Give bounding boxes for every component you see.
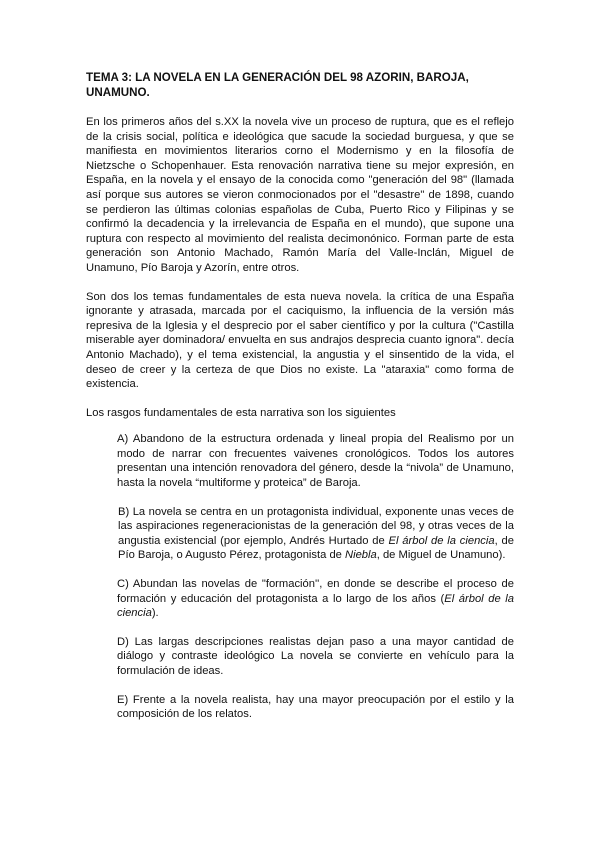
book-title: El árbol de la ciencia	[388, 534, 495, 547]
page-title: TEMA 3: LA NOVELA EN LA GENERACIÓN DEL 98 AZORIN, BAROJA, UNAMUNO.	[86, 71, 469, 99]
feature-item-c: C) Abundan las novelas de "formación'', en donde se describe el proceso de formación y educación del protagonista a lo largo de los años (El árbol de la ciencia).	[117, 578, 514, 620]
book-title: El árbol de la ciencia	[117, 592, 514, 620]
intro-paragraph: En los primeros años del s.XX la novela vive un proceso de ruptura, que es el reflejo de la crisis social, política e ideológica que sacude la sociedad burguesa, y que se manifiesta en movimientos literarios corno el Modernismo y en la filosofía de Nietzsche o Schopenhauer. Esta renovación narrativa tiene su mejor expresión, en España, en la novela y el ensayo de la conocida como "generación del 98" (llamada así porque sus autores se vieron conmocionados por el "desastre" de 1898, cuando se perdieron las últimas colonias españolas de Cuba, Puerto Rico y Filipinas y se confirmó la decadencia y la irrelevancia de España en el mundo), que supone una ruptura con respecto al movimiento del realista decimonónico. Forman parte de esta generación son Antonio Machado, Ramón María del Valle-Inclán, Miguel de Unamuno, Pío Baroja y Azorín, entre otros.	[86, 116, 514, 274]
features-intro: Los rasgos fundamentales de esta narrativa son los siguientes	[86, 406, 396, 419]
feature-item-e: E) Frente a la novela realista, hay una mayor preocupación por el estilo y la composición de los relatos.	[117, 693, 514, 721]
feature-item-d: D) Las largas descripciones realistas dejan paso a una mayor cantidad de diálogo y contraste ideológico La novela se convierte en vehículo para la formulación de ideas.	[117, 635, 514, 677]
feature-item-b: B) La novela se centra en un protagonista individual, exponente unas veces de las aspiraciones regeneracionistas de la generación del 98, y otras veces de la angustia existencial (por ejemplo, Andrés Hurtado de El árbol de la ciencia, de Pío Baroja, o Augusto Pérez, protagonista de Niebla, de Miguel de Unamuno).	[118, 505, 514, 562]
themes-paragraph: Son dos los temas fundamentales de esta nueva novela. la crítica de una España ignorante y atrasada, marcada por el caciquismo, la influencia de la versión más represiva de la Iglesia y el desprecio por el saber científico y por la cultura ("Castilla miserable ayer dominadora/ envuelta en sus andrajos desprecia cuanto ignora". decía Antonio Machado), y el tema existencial, la angustia y el sinsentido de la vida, el deseo de creer y la certeza de que Dios no existe. La "ataraxia" como forma de existencia.	[86, 290, 514, 391]
feature-item-a: A) Abandono de la estructura ordenada y lineal propia del Realismo por un modo de narrar con frecuentes vaivenes cronológicos. Todos los autores presentan una intención renovadora del género, desde la “nivola” de Unamuno, hasta la novela “multiforme y proteica” de Baroja.	[117, 433, 514, 490]
book-title: Niebla	[345, 549, 377, 562]
